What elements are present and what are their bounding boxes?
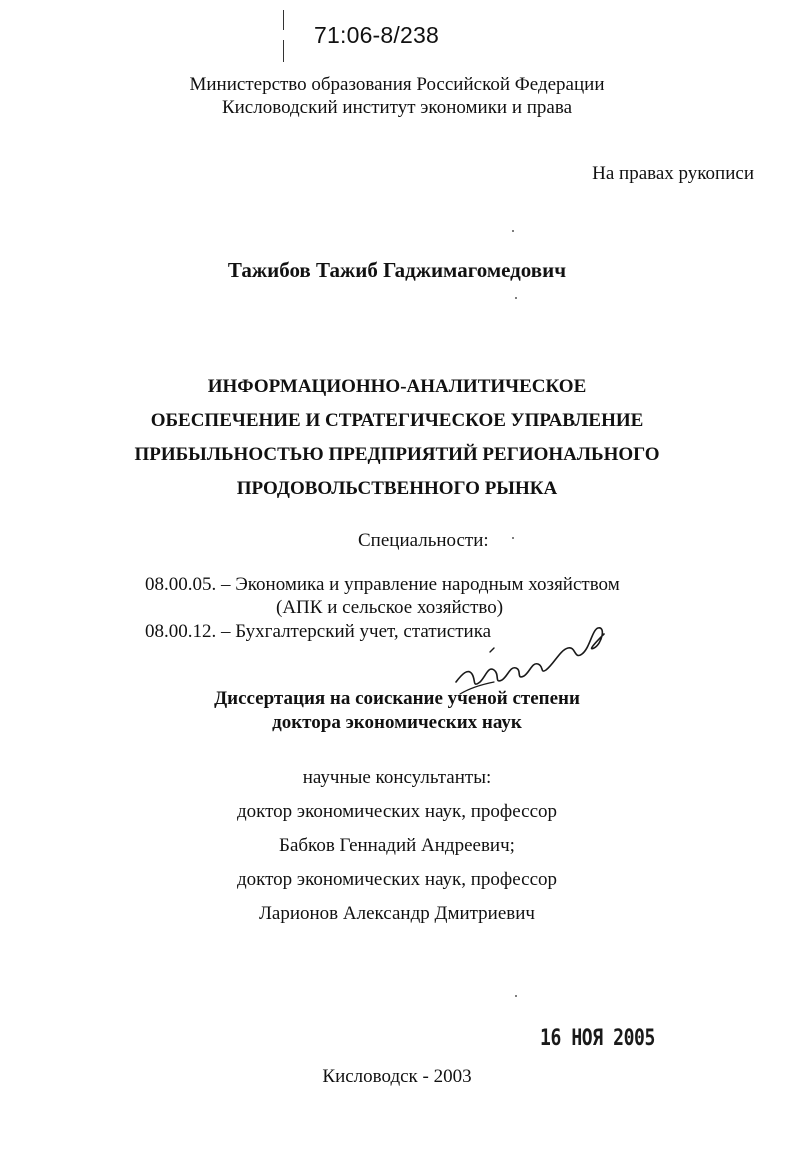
author-name: Тажибов Тажиб Гаджимагомедович — [227, 258, 567, 282]
consultant-degree: доктор экономических наук, профессор — [236, 801, 558, 822]
dissertation-line: Диссертация на соискание ученой степени — [214, 688, 580, 709]
archive-margin-line — [283, 40, 284, 62]
handwritten-signature — [450, 608, 610, 698]
catalog-number: 71:06-8/238 — [314, 22, 439, 48]
title-line: ОБЕСПЕЧЕНИЕ И СТРАТЕГИЧЕСКОЕ УПРАВЛЕНИЕ — [150, 410, 644, 431]
consultant-degree: доктор экономических наук, профессор — [236, 869, 558, 890]
ministry-header — [0, 73, 794, 119]
specialty-item: 08.00.05. – Экономика и управление народным хозяйством — [145, 574, 620, 595]
scan-speck — [515, 995, 517, 997]
archive-margin-line — [283, 10, 284, 30]
consultant-name: Бабков Геннадий Андреевич; — [279, 835, 515, 856]
specialty-item: 08.00.12. – Бухгалтерский учет, статистика — [145, 621, 492, 642]
institute-name: Кисловодский институт экономики и права — [221, 97, 573, 118]
city-year: Кисловодск - 2003 — [322, 1066, 472, 1087]
scan-speck — [512, 537, 514, 539]
manuscript-note: На правах рукописи — [592, 163, 754, 184]
consultants-label: научные консультанты: — [302, 767, 492, 788]
scan-speck — [512, 230, 514, 232]
title-line: ПРОДОВОЛЬСТВЕННОГО РЫНКА — [236, 478, 558, 499]
ministry-name: Министерство образования Российской Федерации — [189, 74, 605, 95]
specialty-item-detail: (АПК и сельское хозяйство) — [276, 597, 504, 618]
degree-line: доктора экономических наук — [272, 712, 522, 733]
consultant-name: Ларионов Александр Дмитриевич — [259, 903, 535, 924]
scan-speck — [515, 297, 517, 299]
title-line: ИНФОРМАЦИОННО-АНАЛИТИЧЕСКОЕ — [207, 376, 587, 397]
title-line: ПРИБЫЛЬНОСТЬЮ ПРЕДПРИЯТИЙ РЕГИОНАЛЬНОГО — [134, 444, 660, 465]
receipt-date-stamp: 16 НОЯ 2005 — [540, 1026, 655, 1051]
specialties-label: Специальности: — [358, 530, 489, 551]
